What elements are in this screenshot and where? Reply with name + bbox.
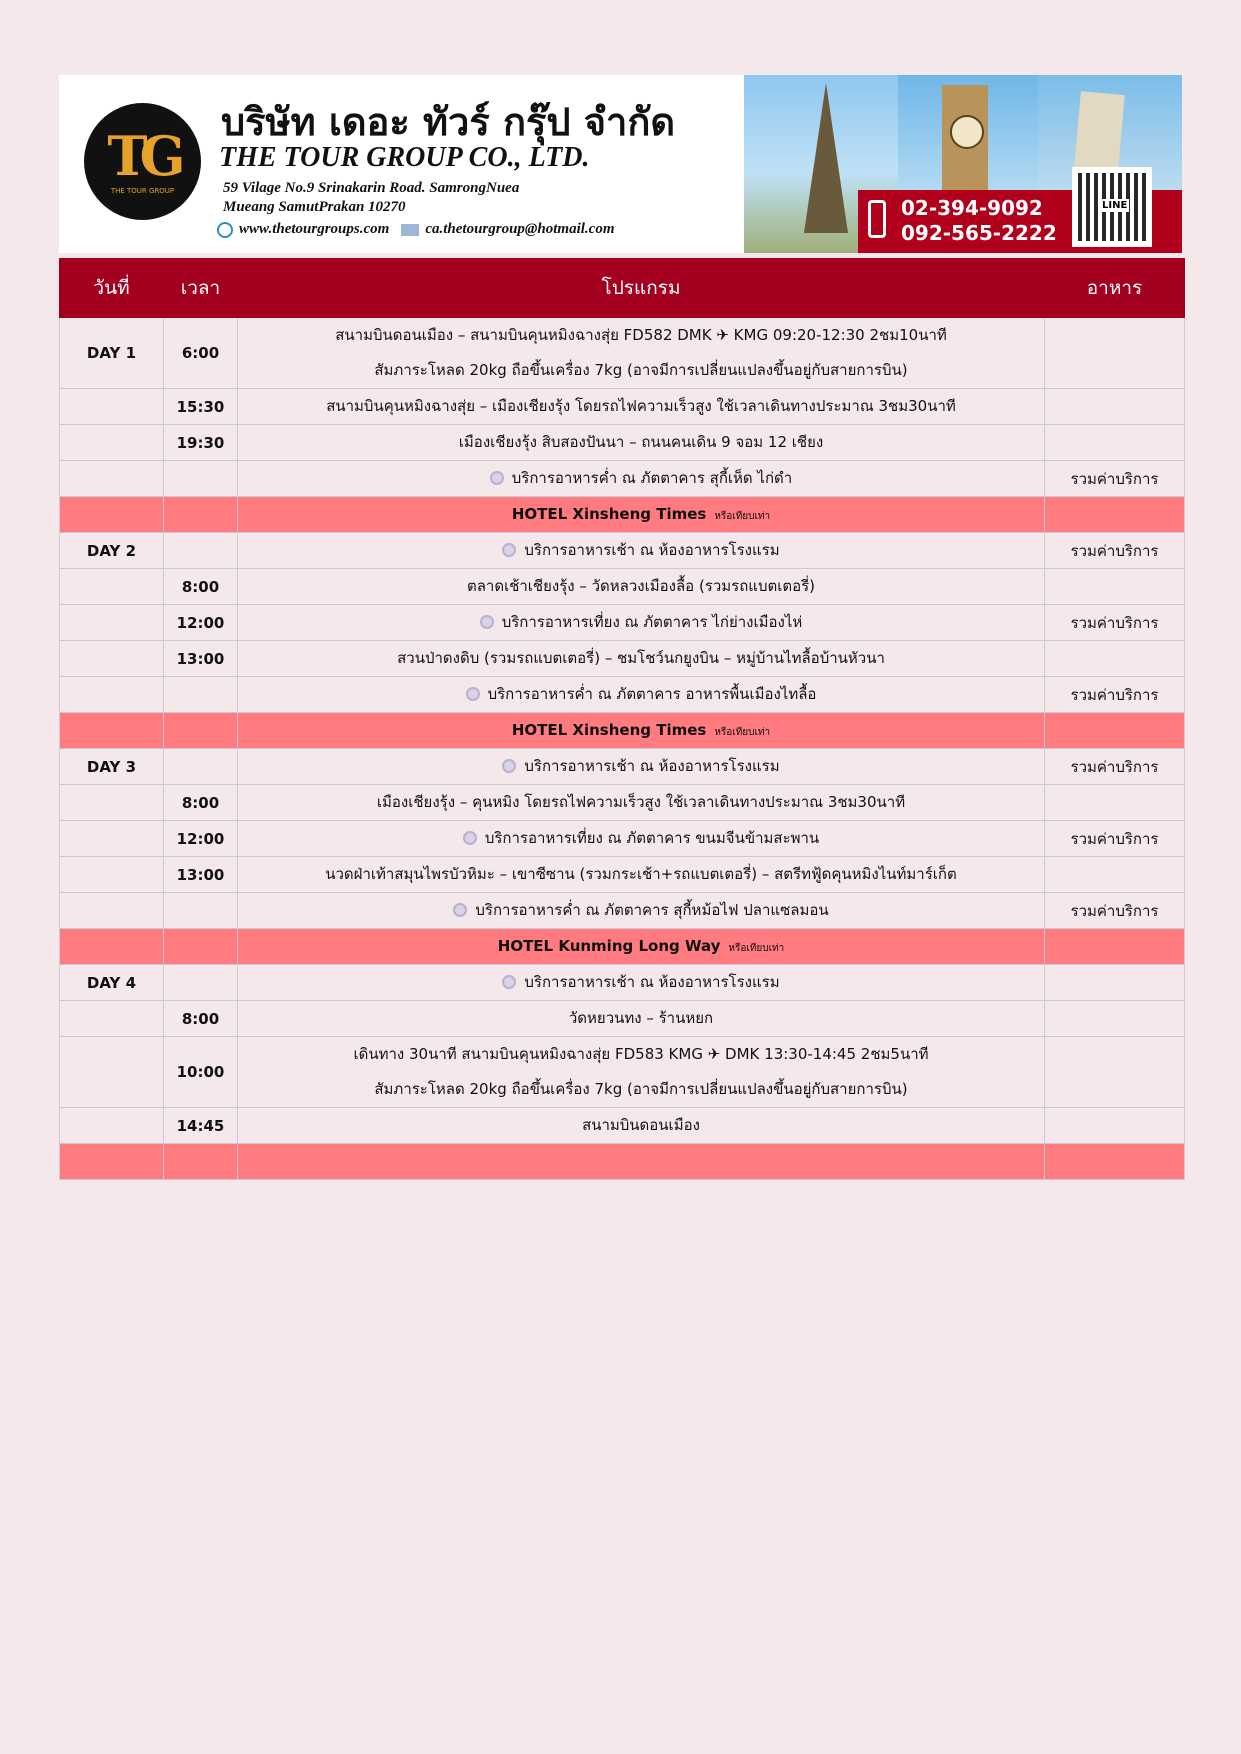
program-cell bbox=[238, 641, 1045, 677]
time-cell bbox=[164, 893, 238, 929]
globe-icon bbox=[217, 222, 233, 238]
day-cell bbox=[60, 785, 164, 821]
hotel-day-cell bbox=[60, 1144, 164, 1180]
itinerary-row bbox=[60, 318, 1185, 389]
day-cell bbox=[60, 857, 164, 893]
hotel-time-cell bbox=[164, 1144, 238, 1180]
itinerary-row bbox=[60, 533, 1185, 569]
hotel-name-cell bbox=[238, 929, 1045, 965]
address-line-2: Mueang SamutPrakan 10270 bbox=[223, 199, 406, 215]
meal-cell bbox=[1045, 785, 1185, 821]
itinerary-row bbox=[60, 965, 1185, 1001]
program-cell bbox=[238, 821, 1045, 857]
hotel-day-cell bbox=[60, 713, 164, 749]
itinerary-row bbox=[60, 389, 1185, 425]
plate-icon bbox=[502, 543, 516, 557]
time-cell: 6:00 bbox=[164, 318, 238, 389]
meal-cell bbox=[1045, 389, 1185, 425]
hotel-meal-cell bbox=[1045, 929, 1185, 965]
time-cell: 8:00 bbox=[164, 1001, 238, 1037]
hotel-meal-cell bbox=[1045, 713, 1185, 749]
meal-cell bbox=[1045, 318, 1185, 389]
program-text: บริการอาหารค่ำ ณ ภัตตาคาร สุกี้หม้อไฟ ปลาแซลมอน bbox=[475, 901, 829, 919]
meal-cell bbox=[1045, 965, 1185, 1001]
meal-cell bbox=[1045, 1037, 1185, 1108]
program-cell bbox=[238, 1001, 1045, 1037]
landmarks-banner bbox=[744, 75, 1182, 253]
hotel-note: หรือเทียบเท่า bbox=[728, 943, 785, 954]
program-text: สนามบินคุนหมิงฉางสุ่ย – เมืองเชียงรุ้ง โดยรถไฟความเร็วสูง ใช้เวลาเดินทางประมาณ 3ชม30นาที bbox=[326, 397, 956, 415]
logo-caption: THE TOUR GROUP bbox=[110, 186, 175, 195]
phone-number-2[interactable]: 092-565-2222 bbox=[901, 221, 1057, 245]
itinerary-table bbox=[59, 258, 1185, 1180]
meal-cell: รวมค่าบริการ bbox=[1045, 821, 1185, 857]
day-cell bbox=[60, 1037, 164, 1108]
meal-cell: รวมค่าบริการ bbox=[1045, 893, 1185, 929]
hotel-name-cell bbox=[238, 713, 1045, 749]
program-text: บริการอาหารเช้า ณ ห้องอาหารโรงแรม bbox=[524, 757, 780, 775]
clock-icon bbox=[950, 115, 984, 149]
plate-icon bbox=[463, 831, 477, 845]
itinerary-row bbox=[60, 569, 1185, 605]
meal-cell bbox=[1045, 857, 1185, 893]
day-cell bbox=[60, 461, 164, 497]
phone-icon bbox=[868, 200, 886, 238]
itinerary-row bbox=[60, 1001, 1185, 1037]
day-cell bbox=[60, 1001, 164, 1037]
day-cell: DAY 3 bbox=[60, 749, 164, 785]
hotel-name-cell bbox=[238, 497, 1045, 533]
itinerary-row bbox=[60, 893, 1185, 929]
program-text: บริการอาหารเช้า ณ ห้องอาหารโรงแรม bbox=[524, 973, 780, 991]
program-text: เมืองเชียงรุ้ง – คุนหมิง โดยรถไฟความเร็วสูง ใช้เวลาเดินทางประมาณ 3ชม30นาที bbox=[376, 793, 906, 811]
program-text: บริการอาหารเที่ยง ณ ภัตตาคาร ขนมจีนข้ามสะพาน bbox=[484, 829, 820, 847]
hotel-row bbox=[60, 497, 1185, 533]
header-program: โปรแกรม bbox=[238, 259, 1045, 318]
program-cell bbox=[238, 389, 1045, 425]
mail-icon bbox=[401, 224, 419, 236]
plate-icon bbox=[466, 687, 480, 701]
program-text: ตลาดเช้าเชียงรุ้ง – วัดหลวงเมืองลื้อ (รวมรถแบตเตอรี่) bbox=[466, 577, 816, 595]
program-cell bbox=[238, 318, 1045, 389]
email-link[interactable]: ca.thetourgroup@hotmail.com bbox=[425, 221, 615, 237]
logo-letters: TG bbox=[107, 123, 178, 188]
time-cell: 13:00 bbox=[164, 641, 238, 677]
day-cell: DAY 2 bbox=[60, 533, 164, 569]
time-cell: 14:45 bbox=[164, 1108, 238, 1144]
day-cell bbox=[60, 1108, 164, 1144]
header-time: เวลา bbox=[164, 259, 238, 318]
time-cell bbox=[164, 677, 238, 713]
time-cell bbox=[164, 749, 238, 785]
time-cell: 19:30 bbox=[164, 425, 238, 461]
time-cell: 12:00 bbox=[164, 821, 238, 857]
program-cell bbox=[238, 857, 1045, 893]
hotel-day-cell bbox=[60, 497, 164, 533]
time-cell: 8:00 bbox=[164, 785, 238, 821]
company-name-thai: บริษัท เดอะ ทัวร์ กรุ๊ป จำกัด bbox=[221, 100, 676, 144]
program-cell bbox=[238, 677, 1045, 713]
meal-cell: รวมค่าบริการ bbox=[1045, 677, 1185, 713]
hotel-time-cell bbox=[164, 929, 238, 965]
hotel-day-cell bbox=[60, 929, 164, 965]
program-text: บริการอาหารเที่ยง ณ ภัตตาคาร ไก่ย่างเมืองไห่ bbox=[501, 613, 803, 631]
meal-cell bbox=[1045, 641, 1185, 677]
itinerary-row bbox=[60, 677, 1185, 713]
program-note: สัมภาระโหลด 20kg ถือขึ้นเครื่อง 7kg (อาจมีการเปลี่ยนแปลงขึ้นอยู่กับสายการบิน) bbox=[374, 361, 908, 379]
hotel-name: HOTEL Kunming Long Way bbox=[497, 937, 721, 955]
itinerary-row bbox=[60, 857, 1185, 893]
hotel-note: หรือเทียบเท่า bbox=[714, 727, 771, 738]
day-cell: DAY 1 bbox=[60, 318, 164, 389]
plate-icon bbox=[502, 759, 516, 773]
program-cell bbox=[238, 1037, 1045, 1108]
meal-cell bbox=[1045, 1001, 1185, 1037]
hotel-row bbox=[60, 929, 1185, 965]
itinerary-row bbox=[60, 821, 1185, 857]
program-text: เมืองเชียงรุ้ง สิบสองปันนา – ถนนคนเดิน 9 จอม 12 เชียง bbox=[458, 433, 824, 451]
eiffel-tower-image bbox=[804, 83, 848, 233]
hotel-note: หรือเทียบเท่า bbox=[714, 511, 771, 522]
time-cell bbox=[164, 461, 238, 497]
itinerary-row bbox=[60, 749, 1185, 785]
program-cell bbox=[238, 785, 1045, 821]
hotel-time-cell bbox=[164, 497, 238, 533]
program-text: นวดฝ่าเท้าสมุนไพรบัวหิมะ – เขาซีซาน (รวมกระเช้า+รถแบตเตอรี่) – สตรีทฟู้ดคุนหมิงไนท์มาร์เก็ต bbox=[325, 865, 957, 883]
program-note: สัมภาระโหลด 20kg ถือขึ้นเครื่อง 7kg (อาจมีการเปลี่ยนแปลงขึ้นอยู่กับสายการบิน) bbox=[374, 1080, 908, 1098]
company-logo bbox=[84, 103, 201, 220]
hotel-time-cell bbox=[164, 713, 238, 749]
website-link[interactable]: www.thetourgroups.com bbox=[239, 221, 390, 237]
day-cell bbox=[60, 425, 164, 461]
hotel-name: HOTEL Xinsheng Times bbox=[511, 721, 707, 739]
program-cell bbox=[238, 893, 1045, 929]
itinerary-row bbox=[60, 1108, 1185, 1144]
program-text: เดินทาง 30นาที สนามบินคุนหมิงฉางสุ่ย FD583 KMG ✈ DMK 13:30-14:45 2ชม5นาที bbox=[353, 1045, 929, 1063]
program-text: บริการอาหารเช้า ณ ห้องอาหารโรงแรม bbox=[524, 541, 780, 559]
time-cell: 12:00 bbox=[164, 605, 238, 641]
header-day: วันที่ bbox=[60, 259, 164, 318]
program-cell bbox=[238, 533, 1045, 569]
program-cell bbox=[238, 965, 1045, 1001]
table-header-row bbox=[60, 259, 1185, 318]
day-cell bbox=[60, 893, 164, 929]
hotel-meal-cell bbox=[1045, 497, 1185, 533]
program-text: สนามบินดอนเมือง – สนามบินคุนหมิงฉางสุ่ย FD582 DMK ✈ KMG 09:20-12:30 2ชม10นาที bbox=[335, 326, 947, 344]
program-cell bbox=[238, 749, 1045, 785]
company-header bbox=[59, 75, 1182, 253]
itinerary-row bbox=[60, 461, 1185, 497]
time-cell bbox=[164, 533, 238, 569]
day-cell bbox=[60, 821, 164, 857]
time-cell: 13:00 bbox=[164, 857, 238, 893]
contact-line bbox=[217, 221, 615, 238]
qr-label: LINE bbox=[1102, 200, 1128, 211]
program-cell bbox=[238, 461, 1045, 497]
phone-number-1[interactable]: 02-394-9092 bbox=[901, 196, 1043, 220]
day-cell bbox=[60, 641, 164, 677]
line-qr-code[interactable] bbox=[1072, 167, 1152, 247]
day-cell bbox=[60, 389, 164, 425]
hotel-row bbox=[60, 713, 1185, 749]
program-cell bbox=[238, 605, 1045, 641]
itinerary-row bbox=[60, 785, 1185, 821]
itinerary-row bbox=[60, 1037, 1185, 1108]
day-cell bbox=[60, 605, 164, 641]
header-meal: อาหาร bbox=[1045, 259, 1185, 318]
program-text: สนามบินดอนเมือง bbox=[582, 1116, 700, 1134]
program-text: สวนป่าดงดิบ (รวมรถแบตเตอรี่) – ชมโชว์นกยูงบิน – หมู่บ้านไทลื้อบ้านหัวนา bbox=[397, 649, 885, 667]
meal-cell bbox=[1045, 569, 1185, 605]
plate-icon bbox=[480, 615, 494, 629]
program-cell bbox=[238, 1108, 1045, 1144]
hotel-name: HOTEL Xinsheng Times bbox=[511, 505, 707, 523]
meal-cell: รวมค่าบริการ bbox=[1045, 605, 1185, 641]
plate-icon bbox=[490, 471, 504, 485]
time-cell: 8:00 bbox=[164, 569, 238, 605]
program-text: วัดหยวนทง – ร้านหยก bbox=[568, 1009, 714, 1027]
meal-cell bbox=[1045, 1108, 1185, 1144]
hotel-row bbox=[60, 1144, 1185, 1180]
time-cell: 10:00 bbox=[164, 1037, 238, 1108]
program-text: บริการอาหารค่ำ ณ ภัตตาคาร อาหารพื้นเมืองไทลื้อ bbox=[487, 685, 817, 703]
itinerary-row bbox=[60, 605, 1185, 641]
day-cell bbox=[60, 569, 164, 605]
program-text: บริการอาหารค่ำ ณ ภัตตาคาร สุกี้เห็ด ไก่ดำ bbox=[511, 469, 793, 487]
day-cell bbox=[60, 677, 164, 713]
time-cell: 15:30 bbox=[164, 389, 238, 425]
itinerary-row bbox=[60, 425, 1185, 461]
address-line-1: 59 Vilage No.9 Srinakarin Road. SamrongNuea bbox=[223, 180, 520, 196]
time-cell bbox=[164, 965, 238, 1001]
meal-cell bbox=[1045, 425, 1185, 461]
day-cell: DAY 4 bbox=[60, 965, 164, 1001]
hotel-meal-cell bbox=[1045, 1144, 1185, 1180]
plate-icon bbox=[453, 903, 467, 917]
meal-cell: รวมค่าบริการ bbox=[1045, 533, 1185, 569]
program-cell bbox=[238, 569, 1045, 605]
plate-icon bbox=[502, 975, 516, 989]
hotel-name-cell bbox=[238, 1144, 1045, 1180]
meal-cell: รวมค่าบริการ bbox=[1045, 749, 1185, 785]
program-cell bbox=[238, 425, 1045, 461]
itinerary-row bbox=[60, 641, 1185, 677]
company-name-english: THE TOUR GROUP CO., LTD. bbox=[219, 142, 590, 173]
meal-cell: รวมค่าบริการ bbox=[1045, 461, 1185, 497]
